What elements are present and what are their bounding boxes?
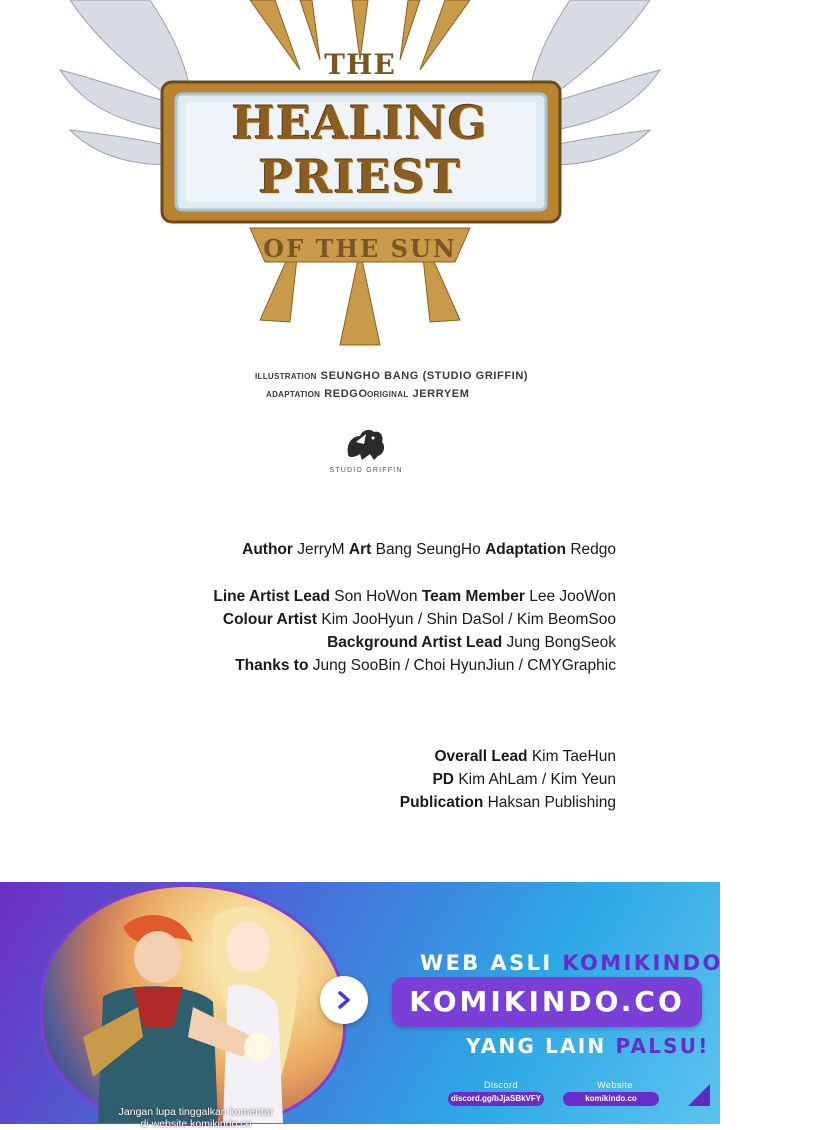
adaptation-label: ADAPTATION [266, 390, 321, 399]
credits-row-colour [213, 608, 616, 631]
illustration-label: ILLUSTRATION [255, 372, 317, 381]
credits-row-overall-lead [400, 745, 616, 768]
credit-role: Author [242, 541, 293, 558]
credit-name: JerryM [297, 541, 345, 558]
credit-name: Jung BongSeok [506, 634, 616, 651]
original-credit [367, 384, 470, 402]
credit-role: Line Artist Lead [213, 588, 330, 605]
credit-name: Son HoWon [334, 588, 418, 605]
credit-role: Art [348, 541, 372, 558]
credits-row-publication [400, 791, 616, 814]
studio-name: STUDIO GRIFFIN [329, 467, 403, 474]
headline-part3: HANYA [722, 951, 825, 975]
banner-characters-art [43, 887, 343, 1123]
credits-row-line-artist [213, 585, 616, 608]
credit-name: Kim AhLam / Kim Yeun [458, 771, 616, 788]
banner-headline [420, 951, 825, 975]
adaptation-credit [266, 384, 368, 402]
credits-row-authors [242, 538, 616, 561]
credit-role: Adaptation [485, 541, 566, 558]
chevron-right-icon [334, 990, 354, 1010]
credit-name: Lee JooWon [529, 588, 616, 605]
credits-production [400, 745, 616, 814]
credit-role: Colour Artist [222, 611, 318, 628]
warning-part1: YANG LAIN [466, 1034, 616, 1058]
logo-title-line2: PRIEST [258, 150, 462, 204]
griffin-logo-icon [326, 424, 406, 464]
note-line2: di website komikindo.co [140, 1118, 252, 1130]
logo-the: THE [324, 48, 396, 81]
warning-part2: PALSU! [615, 1034, 710, 1058]
banner-warning [466, 1034, 710, 1058]
discord-link[interactable]: discord.gg/bJjaSBkVFY [448, 1092, 544, 1106]
website-label: Website [597, 1080, 633, 1090]
credits-main [242, 538, 616, 561]
banner-illustration [40, 884, 346, 1126]
original-value: JERRYEM [412, 388, 470, 400]
credit-name: Kim JooHyun / Shin DaSol / Kim BeomSoo [321, 611, 616, 628]
credit-name: Bang SeungHo [375, 541, 481, 558]
studio-logo [326, 424, 406, 484]
credits-row-thanks [213, 654, 616, 677]
credit-name: Kim TaeHun [531, 748, 616, 765]
credit-role: Background Artist Lead [327, 634, 503, 651]
credits-row-pd [400, 768, 616, 791]
credit-name: Haksan Publishing [487, 794, 616, 811]
illustration-credit [255, 366, 528, 384]
note-line1: Jangan lupa tinggalkan komentar [118, 1106, 274, 1118]
site-url-button[interactable]: KOMIKINDO.CO [392, 977, 702, 1027]
logo-subtitle: OF THE SUN [263, 234, 457, 263]
corner-triangle-decoration [688, 1084, 710, 1106]
discord-label: Discord [483, 1080, 518, 1090]
website-link[interactable]: komikindo.co [563, 1092, 659, 1106]
adaptation-value: REDGO [324, 388, 368, 400]
headline-brand: KOMIKINDO [562, 951, 723, 975]
logo-title-line1: HEALING [231, 96, 489, 150]
banner-comment-note [96, 1106, 296, 1130]
original-label: ORIGINAL [367, 390, 409, 399]
credit-name: Redgo [570, 541, 616, 558]
headline-part1: WEB ASLI [420, 951, 563, 975]
next-arrow-button[interactable] [320, 976, 368, 1024]
credits-row-background [213, 631, 616, 654]
credit-role: Overall Lead [434, 748, 528, 765]
credit-name: Jung SooBin / Choi HyunJiun / CMYGraphic [312, 657, 616, 674]
credit-role: Publication [399, 794, 484, 811]
title-logo [0, 0, 720, 350]
credit-role: PD [432, 771, 455, 788]
illustration-value: SEUNGHO BANG (STUDIO GRIFFIN) [320, 370, 529, 382]
credits-artists [213, 585, 616, 677]
credit-role: Thanks to [235, 657, 309, 674]
credit-role: Team Member [421, 588, 525, 605]
